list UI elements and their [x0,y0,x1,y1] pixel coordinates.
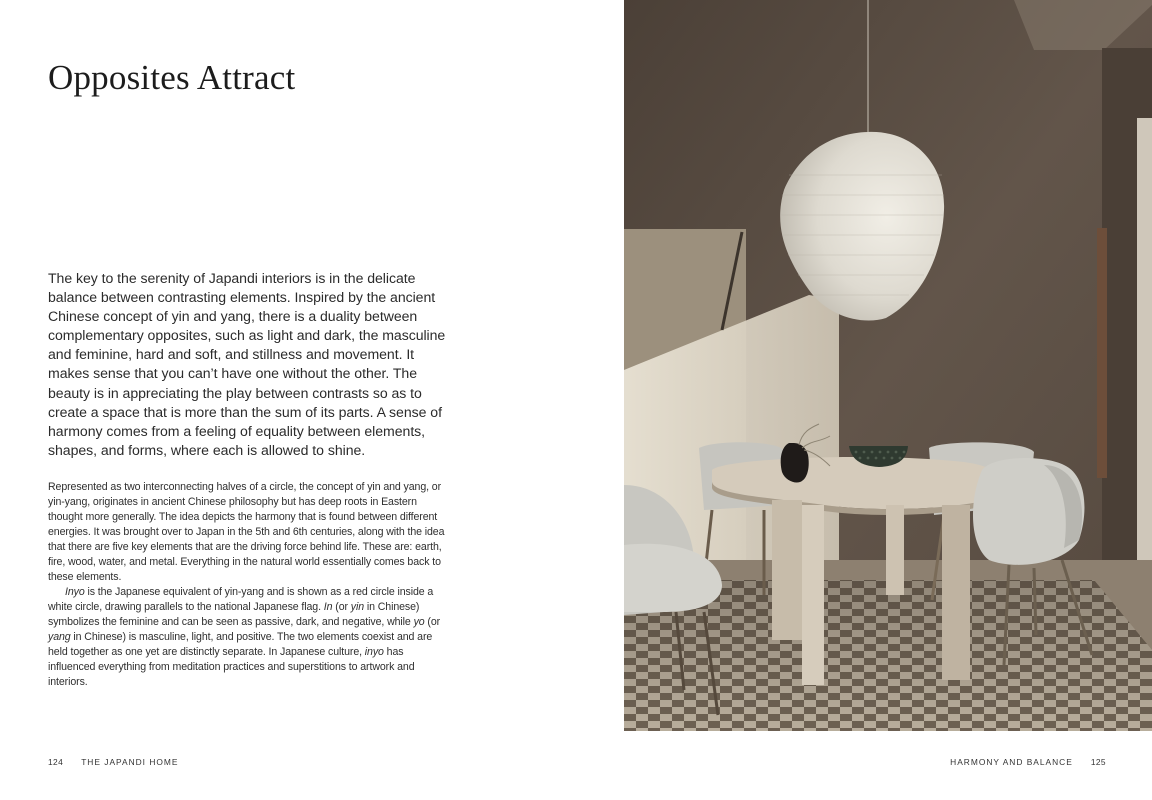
intro-paragraph: The key to the serenity of Japandi interiors is in the delicate balance between contrasting elements. Inspired by the ancient Chinese concept of yin and yang, there is a duality between complementary opposites, such as light and dark, the masculine and feminine, hard and soft, and stillness and movement. It makes sense that you can’t have one without the other. The beauty is in appreciating the play between contrasts so as to create a space that is more than the sum of its parts. A sense of harmony comes from a feeling of equality between elements, shapes, and forms, where each is allowed to shine. [48,270,446,458]
text-run: is the Japanese equivalent of yin-yang and is shown as a red circle inside a white circle, drawing parallels to the national Japanese flag. [48,586,434,613]
running-head: THE JAPANDI HOME [81,757,179,767]
page-title: Opposites Attract [48,58,296,97]
text-run: in Chinese) is masculine, light, and positive. The two elements coexist and are held together as one yet are distinctly separate. In Japanese culture, [48,631,433,658]
italic-term: Inyo [65,586,85,598]
folio-left [48,757,178,767]
page-number: 124 [48,757,64,767]
body-text [48,480,453,690]
photo-illustration-icon [624,0,1152,731]
text-run: has influenced everything from meditation practices and superstitions to artwork and interiors. [48,646,415,688]
body-paragraph-1: Represented as two interconnecting halves of a circle, the concept of yin and yang, or yin-yang, originates in ancient Chinese philosophy but has deep roots in Eastern thought more generally. The idea depicts the harmony that is found between different energies. It was brought over to Japan in the 5th and 6th centuries, along with the idea that there are five key elements that are the driving force behind life. These are: earth, fire, wood, water, and metal. Everything in the natural world essentially comes back to these elements. [48,481,445,583]
text-run: (or [424,616,441,628]
running-head: HARMONY AND BALANCE [950,757,1073,767]
text-run: (or [332,601,351,613]
italic-term: inyo [364,646,384,658]
italic-term: yang [48,631,71,643]
italic-term: In [323,601,333,613]
text-run: in Chinese) symbolizes the feminine and can be seen as passive, dark, and negative, while [48,601,420,628]
body-paragraph-2 [48,585,453,690]
italic-term: yo [413,616,425,628]
italic-term: yin [350,601,365,613]
page-number: 125 [1090,757,1106,767]
photo-dining-room [624,0,1152,731]
folio-right [950,757,1106,767]
